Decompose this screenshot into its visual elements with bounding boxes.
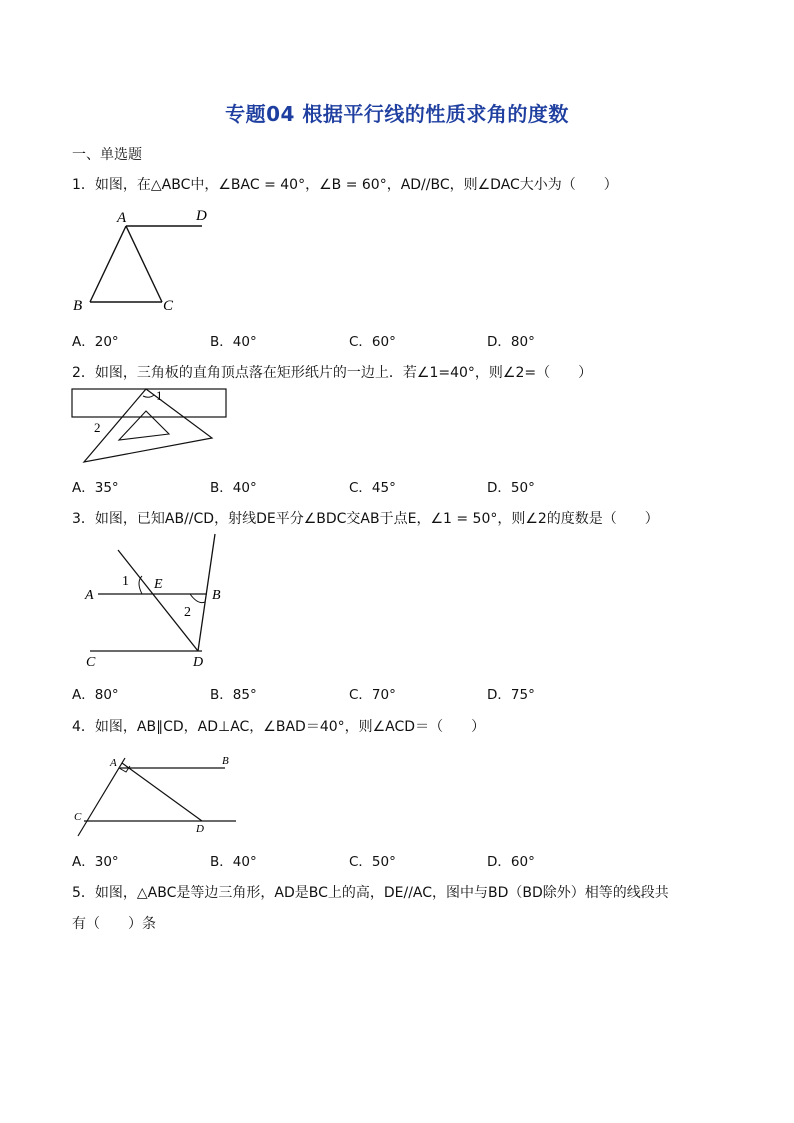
q4-label-b: B [222, 755, 229, 767]
q3-option-b: B．85° [210, 687, 257, 703]
q4-option-b: B．40° [210, 854, 257, 870]
q3-option-d: D．75° [487, 687, 535, 703]
q2-label-1: 1 [156, 388, 163, 403]
q3-label-c: C [86, 655, 96, 670]
q3-label-a: A [85, 588, 94, 603]
q3-label-2: 2 [184, 605, 191, 620]
q4-option-c: C．50° [349, 854, 396, 870]
q1-option-b: B．40° [210, 334, 257, 350]
q1-label-a: A [117, 210, 127, 226]
q2-option-d: D．50° [487, 480, 535, 496]
q1-label-d: D [196, 208, 207, 224]
q1-option-a: A．20° [72, 334, 119, 350]
question-2-stem: 2．如图，三角板的直角顶点落在矩形纸片的一边上．若∠1=40°，则∠2=（ ） [72, 365, 593, 381]
question-4-stem: 4．如图，AB∥CD，AD⊥AC，∠BAD＝40°，则∠ACD＝（ ） [72, 719, 486, 735]
question-2-figure [66, 384, 236, 468]
q4-option-a: A．30° [72, 854, 119, 870]
q1-label-c: C [163, 298, 174, 314]
q4-option-d: D．60° [487, 854, 535, 870]
q4-label-c: C [74, 811, 82, 823]
q1-option-d: D．80° [487, 334, 535, 350]
question-3-stem: 3．如图，已知AB//CD，射线DE平分∠BDC交AB于点E，∠1 = 50°，则∠2的度数是（ ） [72, 511, 659, 527]
q1-option-c: C．60° [349, 334, 396, 350]
q2-option-a: A．35° [72, 480, 119, 496]
q3-label-e: E [154, 577, 163, 592]
q3-label-b: B [212, 588, 221, 603]
q3-label-d: D [193, 655, 204, 670]
question-5-stem: 5．如图，△ABC是等边三角形，AD是BC上的高，DE//AC，图中与BD（BD除外）相等的线段共 [72, 885, 669, 901]
q2-label-2: 2 [94, 420, 101, 435]
question-4-figure [70, 746, 242, 842]
question-3-figure [80, 530, 240, 672]
q4-label-a: A [110, 757, 117, 769]
question-1-stem: 1．如图，在△ABC中，∠BAC = 40°，∠B = 60°，AD//BC，则∠DAC大小为（ ） [72, 177, 618, 193]
section-heading: 一、单选题 [72, 147, 142, 163]
q3-label-1: 1 [122, 574, 129, 589]
q4-label-d: D [196, 823, 204, 835]
q3-option-c: C．70° [349, 687, 396, 703]
page-title: 专题04 根据平行线的性质求角的度数 [225, 102, 569, 126]
question-1-figure [66, 204, 216, 316]
q3-option-a: A．80° [72, 687, 119, 703]
q2-option-c: C．45° [349, 480, 396, 496]
q1-label-b: B [73, 298, 83, 314]
q2-option-b: B．40° [210, 480, 257, 496]
question-5-stem-continued: 有（ ）条 [72, 916, 156, 932]
